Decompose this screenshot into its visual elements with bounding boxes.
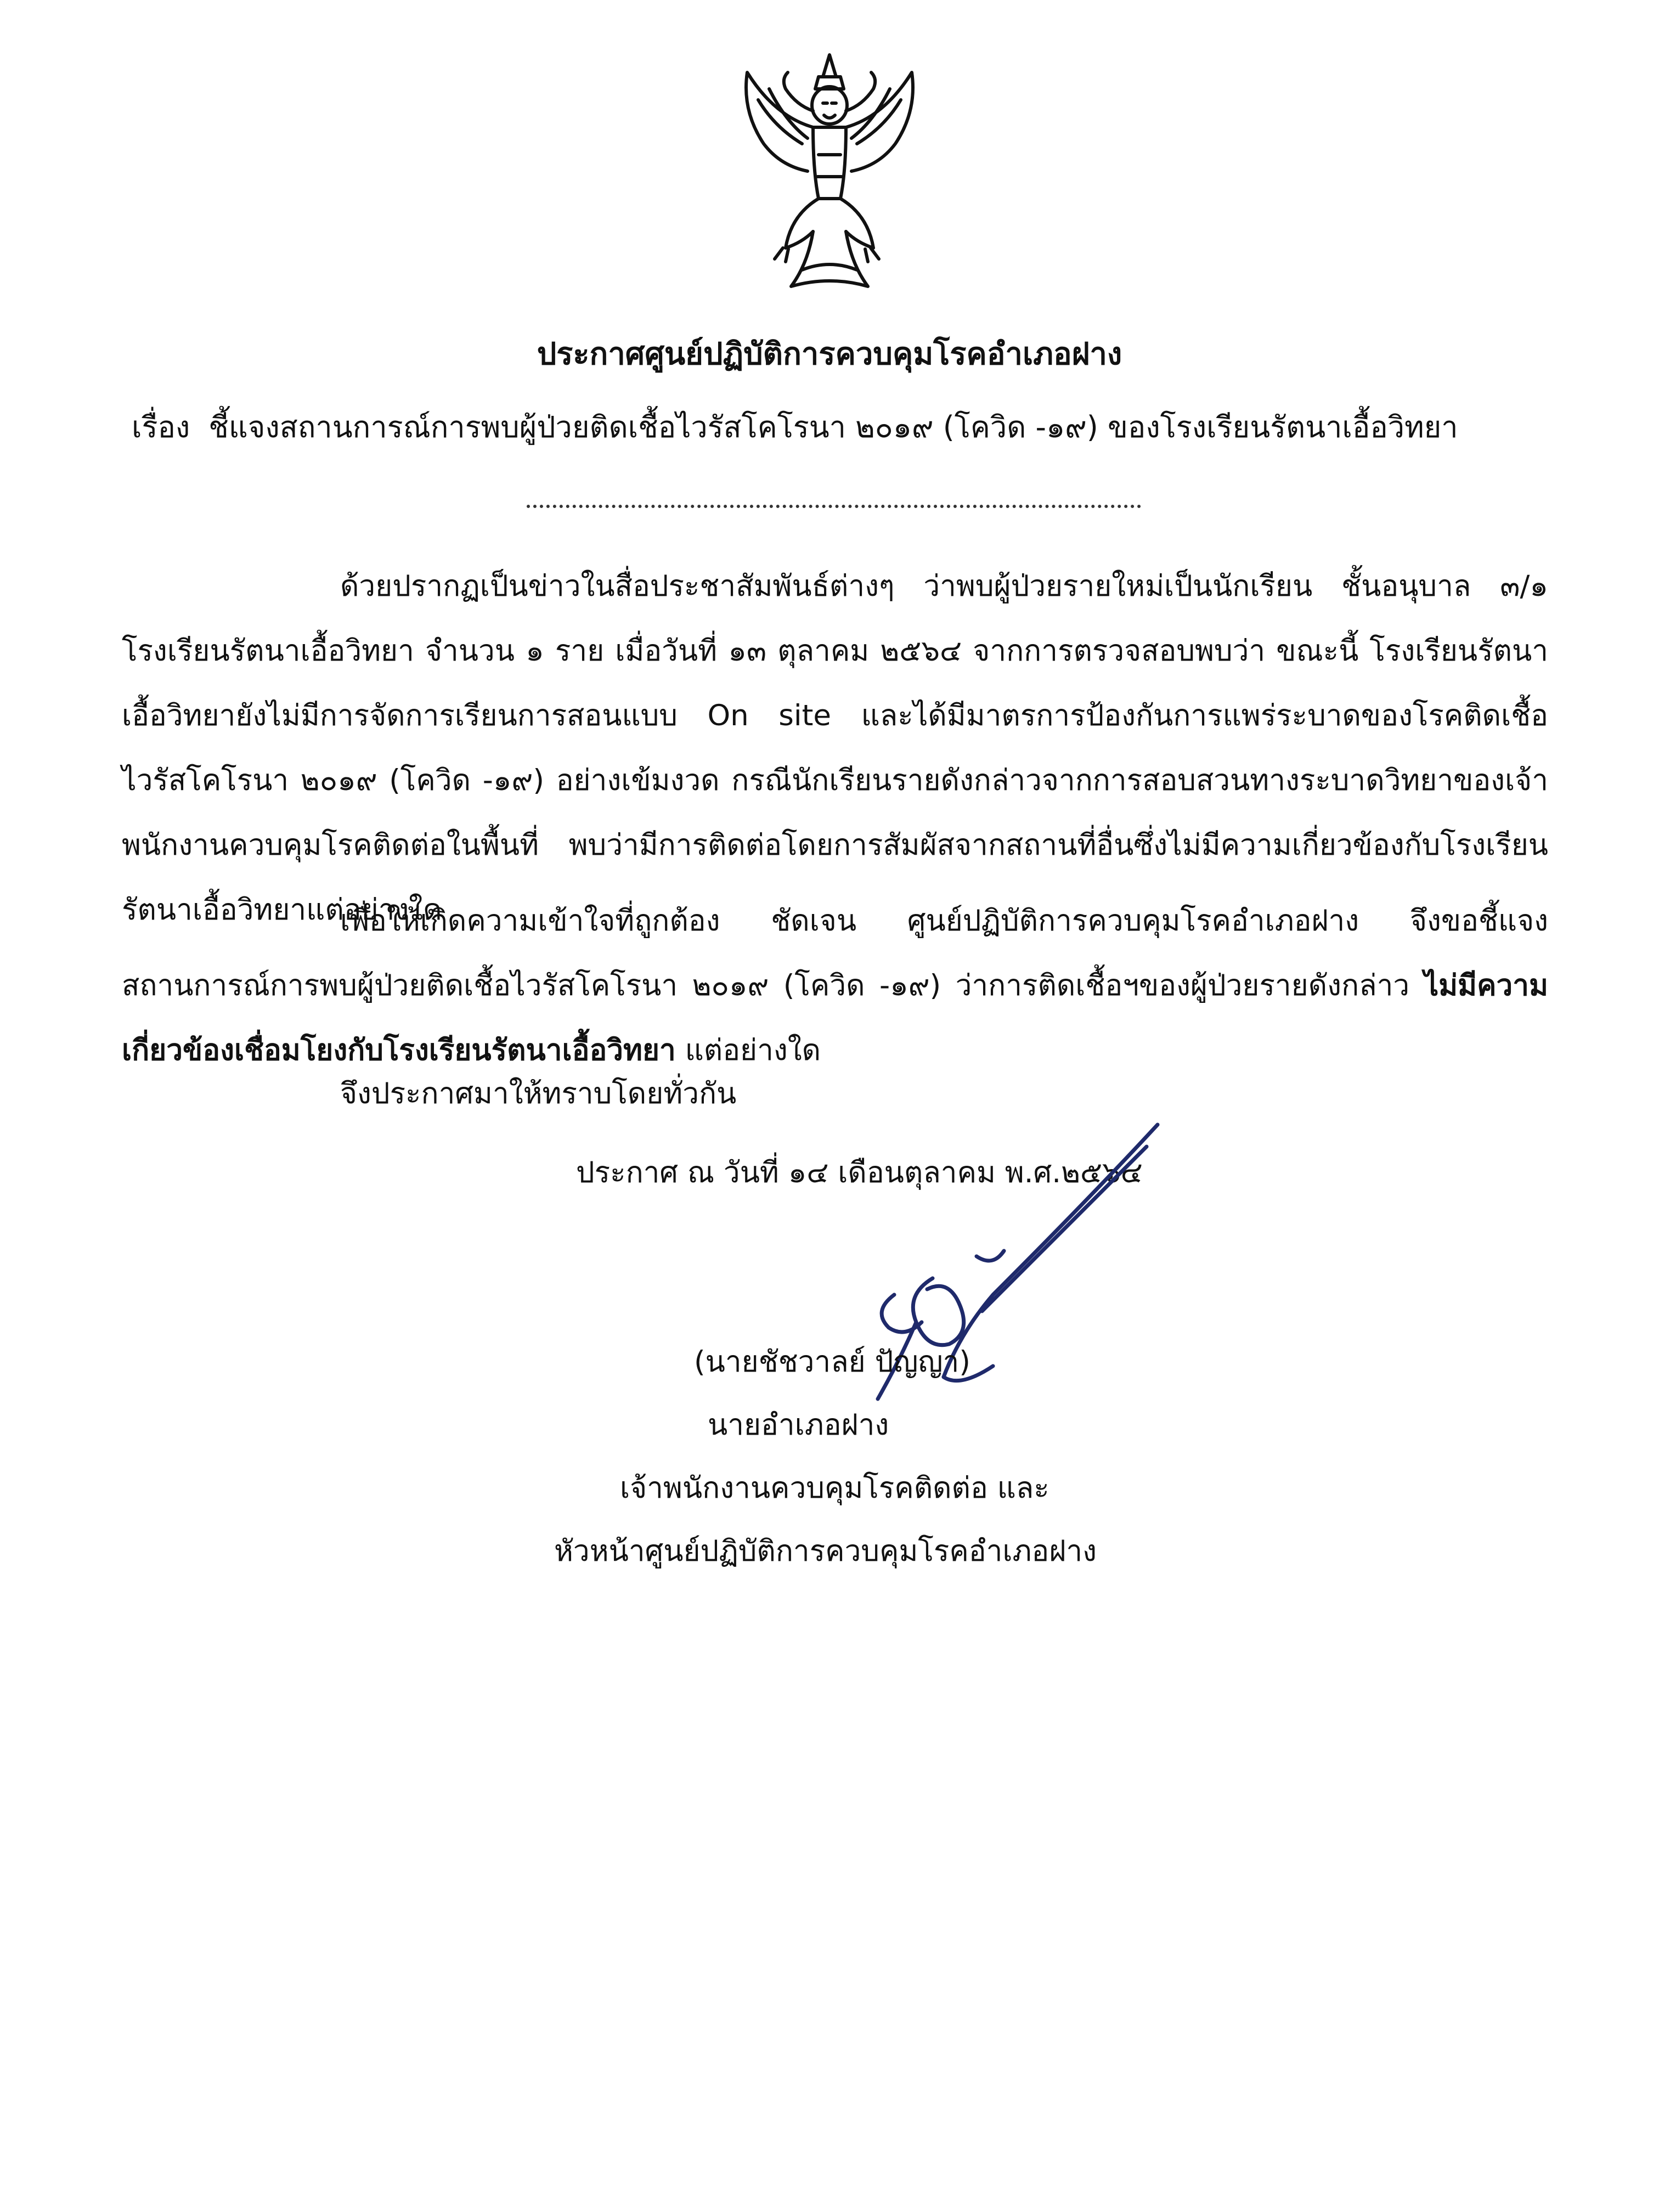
- subject-line: [132, 403, 1558, 450]
- garuda-emblem-icon: [731, 50, 928, 297]
- paragraph-1: ด้วยปรากฏเป็นข่าวในสื่อประชาสัมพันธ์ต่างๆ ว่าพบผู้ป่วยรายใหม่เป็นนักเรียน ชั้นอนุบาล ๓/๑ โรงเรียนรัตนาเอื้อวิทยา จำนวน ๑ ราย เมื่อวันที่ ๑๓ ตุลาคม ๒๕๖๔ จากการตรวจสอบพบว่า ขณะนี้ โรงเรียนรัตนาเอื้อวิทยายังไม่มีการจัดการเรียนการสอนแบบ On site และได้มีมาตรการป้องกันการแพร่ระบาดของโรคติดเชื้อไวรัสโคโรนา ๒๐๑๙ (โควิด -๑๙) อย่างเข้มงวด กรณีนักเรียนรายดังกล่าวจากการสอบสวนทางระบาดวิทยาของเจ้าพนักงานควบคุมโรคติดต่อในพื้นที่ พบว่ามีการติดต่อโดยการสัมผัสจากสถานที่อื่นซึ่งไม่มีความเกี่ยวข้องกับโรงเรียนรัตนาเอื้อวิทยาแต่อย่างใด: [122, 569, 1548, 927]
- announcement-date: ประกาศ ณ วันที่ ๑๔ เดือนตุลาคม พ.ศ.๒๕๖๔: [576, 1156, 1143, 1189]
- subject-label: เรื่อง: [132, 410, 190, 444]
- paragraph-2-text: เพื่อให้เกิดความเข้าใจที่ถูกต้อง ชัดเจน ศูนย์ปฏิบัติการควบคุมโรคอำเภอฝาง จึงขอชี้แจงสถานการณ์การพบผู้ป่วยติดเชื้อไวรัสโคโรนา ๒๐๑๙ (โควิด -๑๙) ว่าการติดเชื้อฯของผู้ป่วยรายดังกล่าว: [122, 904, 1548, 1002]
- paragraph-2-bold: ไม่มีความเกี่ยวข้องเชื่อมโยงกับโรงเรียนรัตนาเอื้อวิทยา: [122, 969, 1549, 1067]
- subject-text: ชี้แจงสถานการณ์การพบผู้ป่วยติดเชื้อไวรัสโคโรนา ๒๐๑๙ (โควิด -๑๙) ของโรงเรียนรัตนาเอื้อวิทยา: [208, 410, 1458, 444]
- paragraph-3: จึงประกาศมาให้ทราบโดยทั่วกัน: [340, 1077, 737, 1110]
- paragraph-2: [122, 889, 1548, 1083]
- signatory-name: (นายชัชวาลย์ ปัญญา): [694, 1345, 970, 1379]
- dotted-divider: [527, 483, 1141, 508]
- signatory-role: เจ้าพนักงานควบคุมโรคติดต่อ และ: [620, 1471, 1049, 1505]
- signatory-title: นายอำเภอฝาง: [708, 1408, 889, 1442]
- paragraph-2-tail: แต่อย่างใด: [675, 1034, 821, 1067]
- announcement-heading: ประกาศศูนย์ปฏิบัติการควบคุมโรคอำเภอฝาง: [537, 336, 1122, 372]
- signatory-head-of: หัวหน้าศูนย์ปฏิบัติการควบคุมโรคอำเภอฝาง: [554, 1534, 1097, 1568]
